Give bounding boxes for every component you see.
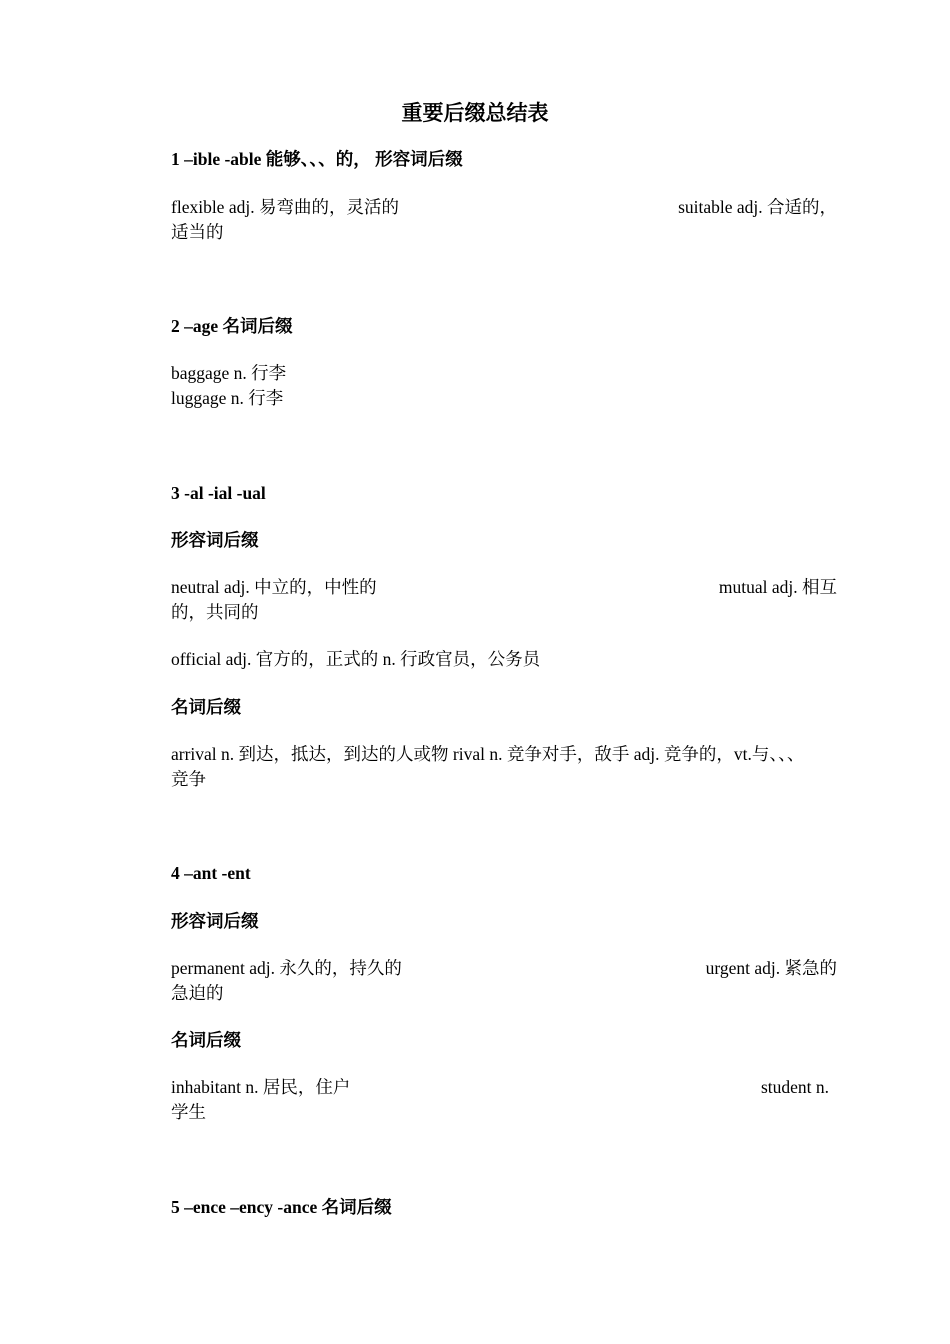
word-urgent: urgent adj. 紧急的 (705, 958, 837, 978)
word-student: student n. (760, 1077, 829, 1097)
section-1-row-1-wrap: 适当的 (171, 222, 224, 242)
word-arrival-rival-wrap: 竞争 (171, 769, 206, 789)
word-baggage: baggage n. 行李 (171, 363, 287, 383)
word-inhabitant: inhabitant n. 居民，住户 (171, 1077, 351, 1097)
section-4-row-1-wrap: 急迫的 (171, 983, 224, 1003)
section-3-noun-subheading: 名词后缀 (171, 697, 241, 717)
section-4-row-1 (171, 956, 837, 981)
section-5-heading: 5 –ence –ency -ance 名词后缀 (171, 1197, 392, 1217)
word-arrival-rival: arrival n. 到达，抵达，到达的人或物 rival n. 竞争对手，敌手 adj. 竞争的，vt.与、、、 (171, 744, 805, 764)
section-2-heading: 2 –age 名词后缀 (171, 316, 293, 336)
word-flexible: flexible adj. 易弯曲的，灵活的 (171, 197, 399, 217)
word-suitable: suitable adj. 合适的， (678, 197, 837, 217)
section-3-row-1-wrap: 的，共同的 (171, 602, 259, 622)
section-4-row-2-wrap: 学生 (171, 1102, 206, 1122)
section-4-noun-subheading: 名词后缀 (171, 1030, 241, 1050)
word-mutual: mutual adj. 相互 (718, 577, 837, 597)
section-4-heading: 4 –ant -ent (171, 863, 251, 883)
word-luggage: luggage n. 行李 (171, 388, 284, 408)
section-3-row-1 (171, 575, 837, 600)
section-4-adj-subheading: 形容词后缀 (171, 911, 259, 931)
word-permanent: permanent adj. 永久的，持久的 (171, 958, 402, 978)
word-official: official adj. 官方的，正式的 n. 行政官员，公务员 (171, 649, 541, 669)
page-title: 重要后缀总结表 (401, 101, 549, 125)
section-1-heading: 1 –ible -able 能够、、、的， 形容词后缀 (171, 149, 463, 169)
word-neutral: neutral adj. 中立的，中性的 (171, 577, 377, 597)
section-3-heading: 3 -al -ial -ual (171, 483, 266, 503)
section-3-adj-subheading: 形容词后缀 (171, 530, 259, 550)
section-4-row-2 (171, 1075, 837, 1100)
section-1-row-1 (171, 195, 837, 220)
